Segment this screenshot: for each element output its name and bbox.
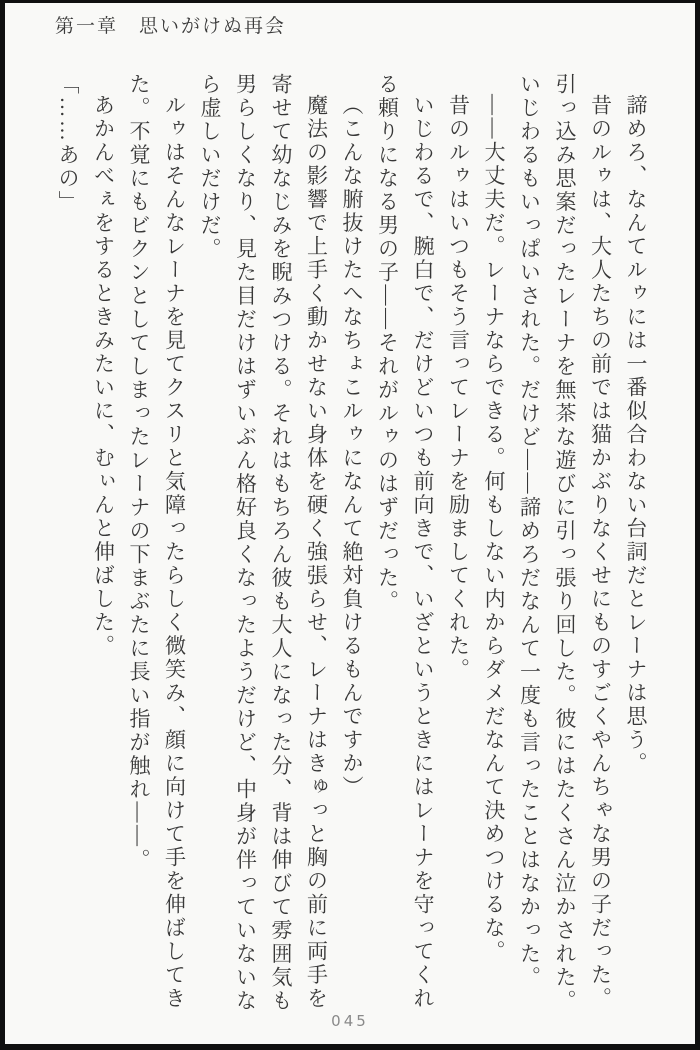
- paragraph: ――大丈夫だ。レーナならできる。何もしない内からダメだなんて決めつけるな。: [482, 94, 506, 964]
- paragraph: 昔のルゥはいつもそう言ってレーナを励ましてくれた。: [446, 94, 471, 682]
- paragraph: いじわるで、腕白で、だけどいつも前向きで、いざというときにはレーナを守ってくれる頼りになる男の子――それがルゥのはずだった。: [375, 73, 435, 1011]
- page-number: 045: [331, 1012, 369, 1030]
- body-text: [50, 73, 654, 1015]
- paragraph: ルゥはそんなレーナを見てクスリと気障ったらしく微笑み、顔に向けて手を伸ばしてきた。不覚にもビクンとしてしまったレーナの下まぶたに長い指が触れ――。: [127, 73, 187, 1011]
- paragraph: あかんべぇをするときみたいに、むぃんと伸ばした。: [91, 94, 116, 658]
- paragraph: 魔法の影響で上手く動かせない身体を硬く強張らせ、レーナはきゅっと胸の前に両手を寄せて幼なじみを睨みつける。それはもちろん彼も大人になった分、背は伸びて雰囲気も男らしくなり、見た目だけはずいぶん格好良くなったようだけど、中身が伴っていないなら虚しいだけだ。: [198, 73, 329, 1013]
- paragraph: 「……あの」: [56, 73, 80, 214]
- chapter-header: 第一章 思いがけぬ再会: [55, 16, 287, 37]
- book-page: [5, 3, 695, 1044]
- paragraph: （こんな腑抜けたへなちょこルゥになんて絶対負けるもんですか）: [340, 94, 364, 799]
- paragraph: 昔のルゥは、大人たちの前では猫かぶりなくせにものすごくやんちゃな男の子だった。引っ込み思案だったレーナを無茶な遊びに引っ張り回した。彼にはたくさん泣かされた。いじわるもいっぱいされた。だけど――諦めろだなんて一度も言ったことはなかった。: [517, 73, 613, 1013]
- paragraph: 諦めろ、なんてルゥには一番似合わない台詞だとレーナは思う。: [624, 94, 648, 776]
